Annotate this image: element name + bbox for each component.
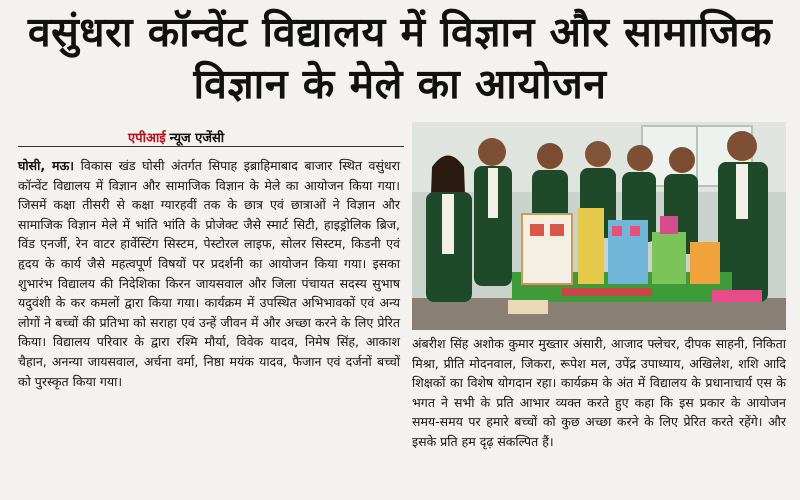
article-left-column	[18, 156, 400, 391]
byline-label: न्यूज एजेंसी	[169, 131, 225, 146]
article-right-column: अंबरीश सिंह अशोक कुमार मुख्तार अंसारी, आजाद फ्लेचर, दीपक साहनी, निकिता मिश्रा, प्रीति मोदनवाल, जिकरा, रूपेश मल, उपेंद्र उपाध्याय, अखिलेश, शशि आदि शिक्षकों का विशेष योगदान रहा। कार्यक्रम के अंत में विद्यालय के प्रधानाचार्य एस के भगत ने सभी के प्रति आभार व्यक्त करते हुए कहा कि इस प्रकार के आयोजन समय-समय पर हमारे बच्चों को कुछ अच्छा करने के लिए प्रेरित करते रहेंगे। और इसके प्रति हम दृढ़ संकल्पित हैं।	[412, 336, 786, 449]
dateline: घोसी, मऊ।	[18, 158, 75, 173]
byline	[128, 128, 224, 146]
byline-agency: एपीआई	[128, 131, 166, 146]
article-body-left: विकास खंड घोसी अंतर्गत सिपाह इब्राहिमाबाद बाजार स्थित वसुंधरा कॉन्वेंट विद्यालय में विज्ञान और सामाजिक विज्ञान के मेले का आयोजन किया गया। जिसमें कक्षा तीसरी से कक्षा ग्यारहवीं तक के छात्र एवं छात्राओं ने विज्ञान और सामाजिक विज्ञान मेले में भांति भांति के प्रोजेक्ट जैसे स्मार्ट सिटी, हाइड्रोलिक ब्रिज, विंड एनर्जी, रेन वाटर हार्वेस्टिंग सिस्टम, पेस्टोरल लाइफ, सोलर सिस्टम, किडनी एवं हृदय के कार्य जैसे महत्वपूर्ण विषयों पर प्रदर्शनी का आयोजन किया गया। इसका शुभारंभ विद्यालय की निदेशिका किरन जायसवाल और जिला पंचायत सदस्य सुभाष यदुवंशी के कर कमलों द्वारा किया गया। कार्यक्रम में उपस्थित अभिभावकों एवं अन्य लोगों ने बच्चों की प्रतिभा को सराहा एवं उन्हें जीवन में और अच्छा करने के लिए प्रेरित किया। विद्यालय परिवार के द्वारा रश्मि मौर्या, विवेक यादव, निमेष सिंह, आकाश चैहान, अनन्या जायसवाल, अर्चना वर्मा, निष्ठा मयंक यादव, फैजान एवं दर्जनों बच्चों को पुरस्कृत किया गया।	[18, 158, 400, 389]
headline: वसुंधरा कॉन्वेंट विद्यालय में विज्ञान और सामाजिक विज्ञान के मेले का आयोजन	[27, 8, 773, 108]
byline-rule	[18, 146, 404, 147]
students-exhibition-photo	[412, 122, 786, 330]
article-photo	[412, 122, 786, 330]
